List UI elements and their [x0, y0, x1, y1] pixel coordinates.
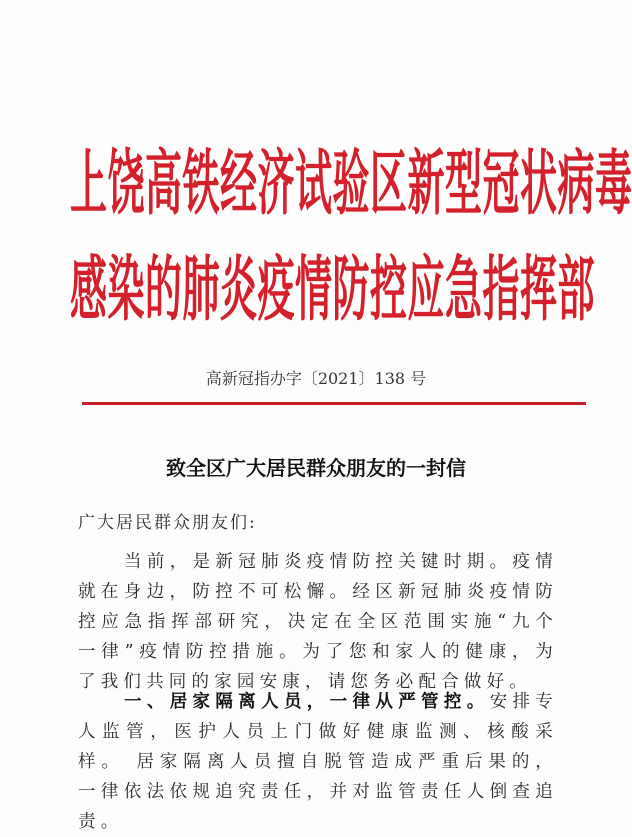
paragraph-text: 安排专人监管，医护人员上门做好健康监测、核酸采样。 居家隔离人员擅自脱管造成严重后果的，一律依法依规追究责任，并对监管责任人倒查追责。: [78, 692, 558, 832]
paragraph-intro: [78, 547, 558, 697]
red-divider: [82, 402, 586, 405]
document-number: 高新冠指办字〔2021〕138 号: [205, 369, 427, 388]
letter-title: 致全区广大居民群众朋友的一封信: [166, 456, 466, 480]
paragraph-text: 当前，是新冠肺炎疫情防控关键时期。疫情就在身边，防控不可松懈。经区新冠肺炎疫情防控应急指挥部研究，决定在全区范围实施“九个一律”疫情防控措施。为了您和家人的健康，为了我们共同的家园安康，请您务必配合做好。: [78, 552, 558, 692]
salutation: 广大居民群众朋友们:: [78, 513, 257, 533]
issuer-header-line-2: 感染的肺炎疫情防控应急指挥部: [70, 246, 595, 331]
issuer-header-line-1: 上饶高铁经济试验区新型冠状病毒: [70, 140, 632, 225]
paragraph-heading: 一、居家隔离人员，一律从严管控。: [124, 692, 490, 712]
paragraph-rule-1: [78, 687, 558, 837]
